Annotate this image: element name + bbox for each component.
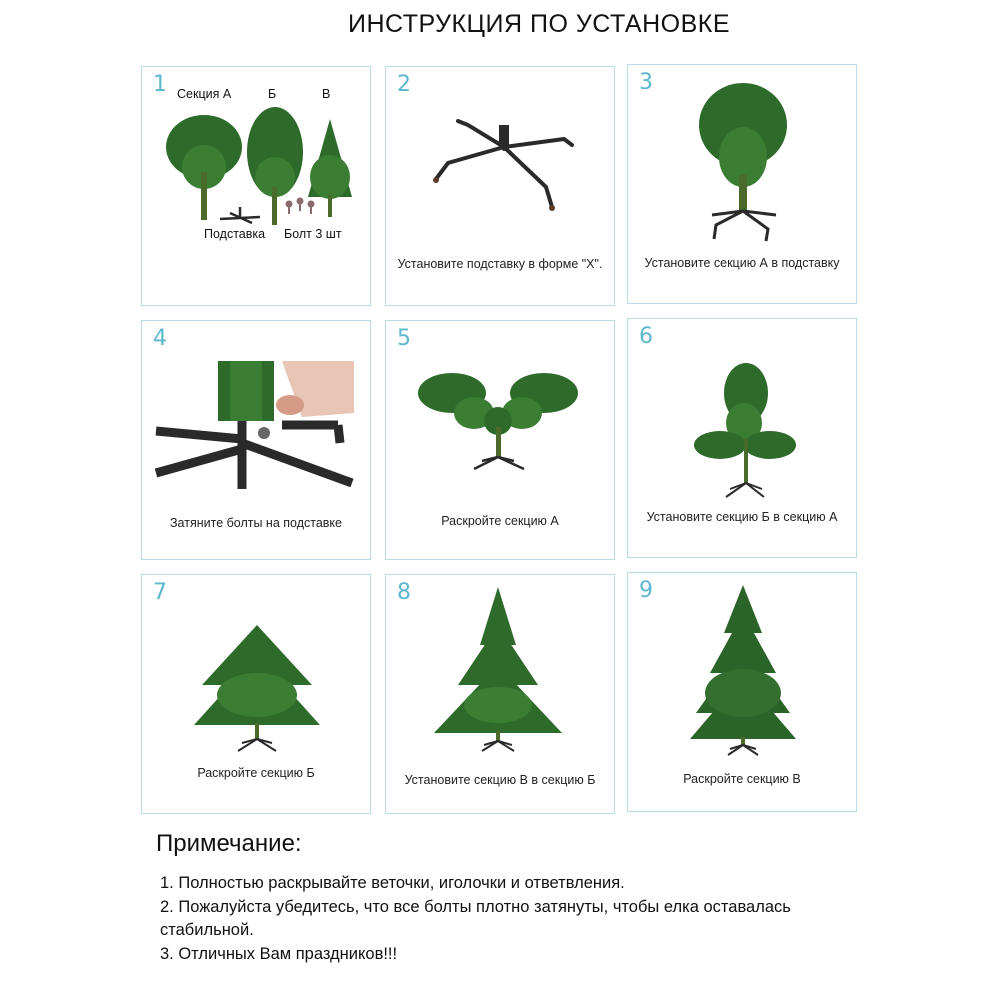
label-section-b: Б bbox=[268, 87, 277, 101]
step-card-6 bbox=[627, 318, 857, 558]
step-card-4 bbox=[141, 320, 371, 560]
step-number: 9 bbox=[639, 578, 653, 603]
step-caption: Установите секцию В в секцию Б bbox=[404, 773, 596, 787]
step-card-5 bbox=[385, 320, 615, 560]
label-stand: Подставка bbox=[204, 227, 266, 241]
label-bolt: Болт 3 шт bbox=[284, 227, 342, 241]
step-number: 5 bbox=[397, 326, 411, 351]
note-list bbox=[160, 872, 800, 966]
step-number: 1 bbox=[153, 72, 167, 97]
note-item-3: 3. Отличных Вам праздников!!! bbox=[160, 944, 398, 963]
page-title: ИНСТРУКЦИЯ ПО УСТАНОВКЕ bbox=[347, 10, 731, 38]
step-number: 3 bbox=[639, 70, 653, 95]
note-item-2: 2. Пожалуйста убедитесь, что все болты плотно затянуты, чтобы елка оставалась стабильной. bbox=[160, 897, 791, 939]
step-card-1 bbox=[141, 66, 371, 306]
step-caption: Раскройте секцию Б bbox=[197, 766, 315, 780]
step-number: 8 bbox=[397, 580, 411, 605]
label-section-a: Секция А bbox=[177, 87, 232, 101]
step-caption: Установите секцию Б в секцию А bbox=[646, 510, 838, 524]
step-caption: Раскройте секцию А bbox=[441, 514, 559, 528]
step-card-2 bbox=[385, 66, 615, 306]
step-caption: Раскройте секцию В bbox=[683, 772, 801, 786]
note-item-1: 1. Полностью раскрывайте веточки, иголочки и ответвления. bbox=[160, 874, 625, 892]
step-number: 4 bbox=[153, 326, 167, 351]
step-number: 7 bbox=[153, 580, 167, 605]
label-section-c: В bbox=[322, 87, 331, 101]
step-caption: Установите подставку в форме "X". bbox=[397, 257, 603, 271]
step-number: 2 bbox=[397, 72, 411, 97]
step-number: 6 bbox=[639, 324, 653, 349]
step-card-7 bbox=[141, 574, 371, 814]
step-card-8 bbox=[385, 574, 615, 814]
tree-sections-illustration bbox=[142, 67, 372, 307]
note-title: Примечание: bbox=[156, 830, 302, 857]
step-caption: Затяните болты на подставке bbox=[170, 516, 342, 530]
step-card-9 bbox=[627, 572, 857, 812]
step-card-3 bbox=[627, 64, 857, 304]
step-caption: Установите секцию А в подставку bbox=[644, 256, 840, 270]
